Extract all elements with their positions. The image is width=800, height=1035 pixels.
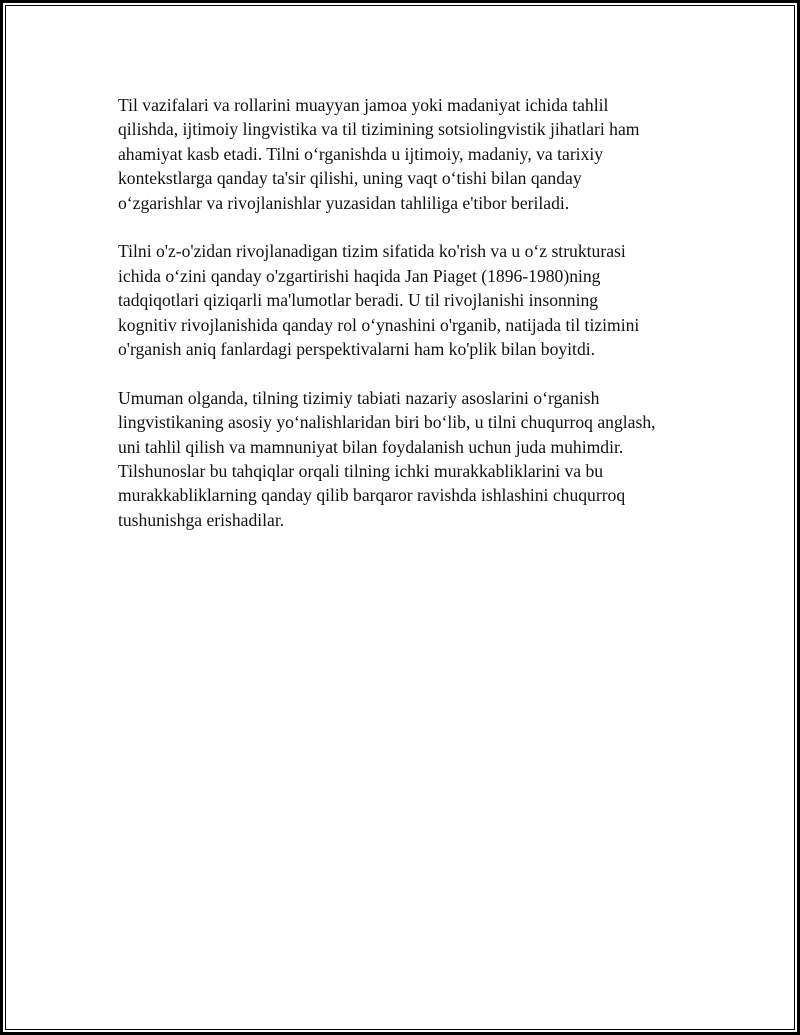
text-line: Umuman olganda, tilning tizimiy tabiati nazariy asoslarini o‘rganish — [118, 387, 600, 408]
paragraph-2 — [118, 239, 698, 361]
text-line: o'rganish aniq fanlardagi perspektivalarni ham ko'plik bilan boyitdi. — [118, 339, 596, 360]
text-line: uni tahlil qilish va mamnuniyat bilan foydalanish uchun juda muhimdir. — [118, 436, 624, 457]
text-line: qilishda, ijtimoiy lingvistika va til tizimining sotsiolingvistik jihatlari ham — [118, 119, 640, 140]
text-line: lingvistikaning asosiy yo‘nalishlaridan biri bo‘lib, u tilni chuqurroq anglash, — [118, 412, 656, 433]
text-line: kontekstlarga qanday ta'sir qilishi, uning vaqt o‘tishi bilan qanday — [118, 168, 582, 189]
text-line: Tilni o'z-o'zidan rivojlanadigan tizim sifatida ko'rish va u o‘z strukturasi — [118, 241, 626, 262]
text-line: tadqiqotlari qiziqarli ma'lumotlar beradi. U til rivojlanishi insonning — [118, 290, 599, 311]
paragraph-3 — [118, 386, 698, 532]
document-body — [118, 93, 698, 557]
text-line: ahamiyat kasb etadi. Tilni o‘rganishda u ijtimoiy, madaniy, va tarixiy — [118, 143, 604, 164]
text-line: tushunishga erishadilar. — [118, 509, 285, 530]
text-line: Til vazifalari va rollarini muayyan jamoa yoki madaniyat ichida tahlil — [118, 95, 609, 115]
text-line: Tilshunoslar bu tahqiqlar orqali tilning ichki murakkabliklarini va bu — [118, 461, 604, 482]
text-line: o‘zgarishlar va rivojlanishlar yuzasidan tahliliga e'tibor beriladi. — [118, 192, 570, 213]
text-line: murakkabliklarning qanday qilib barqaror ravishda ishlashini chuqurroq — [118, 485, 626, 506]
text-line: kognitiv rivojlanishida qanday rol o‘ynashini o'rganib, natijada til tizimini — [118, 314, 640, 335]
paragraph-1 — [118, 93, 698, 215]
text-line: ichida o‘zini qanday o'zgartirishi haqida Jan Piaget (1896-1980)ning — [118, 265, 601, 286]
